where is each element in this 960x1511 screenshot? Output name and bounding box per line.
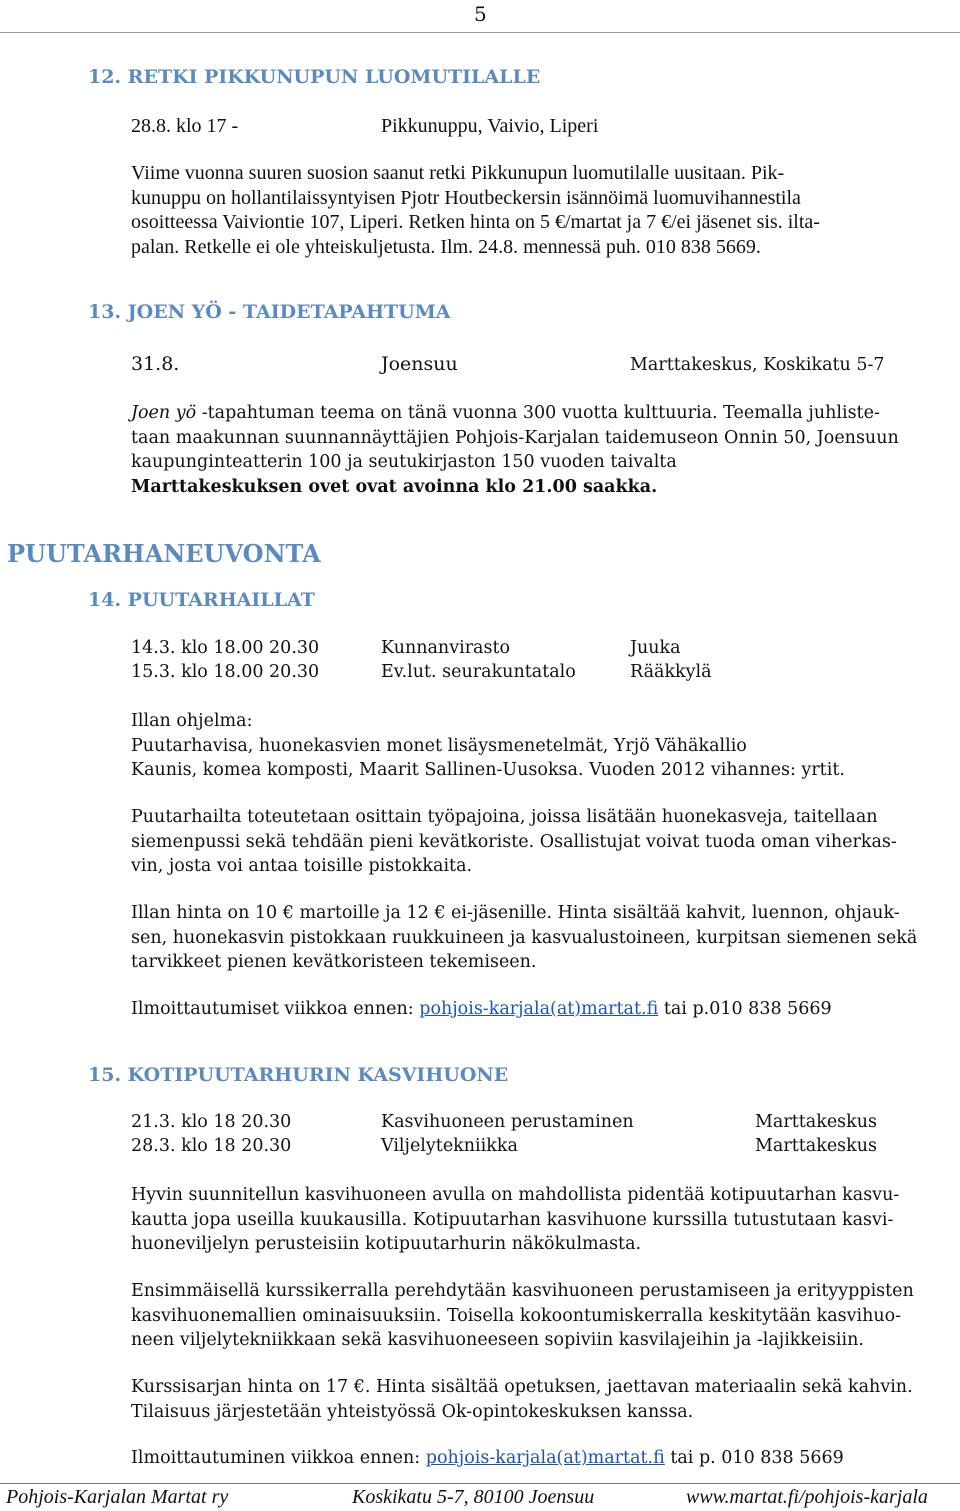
s13-date: 31.8. — [131, 353, 180, 375]
header-rule — [0, 32, 960, 33]
s13-line: taan maakunnan suunnannäyttäjien Pohjois-Karjalan taidemuseon Onnin 50, Joensuun — [131, 427, 899, 448]
s15-p1-line: Hyvin suunnitellun kasvihuoneen avulla on mahdollista pidentää kotipuutarhan kasvu- — [131, 1185, 900, 1205]
joen-yo-italic: Joen yö — [131, 403, 197, 423]
email-link[interactable]: pohjois-karjala(at)martat.fi — [425, 1448, 665, 1468]
s15-row-place: Marttakeskus — [755, 1112, 878, 1132]
s13-open-hours: Marttakeskuksen ovet ovat avoinna klo 21.00 saakka. — [131, 476, 658, 497]
s12-date: 28.8. klo 17 - — [131, 115, 239, 137]
s12-description — [131, 161, 953, 259]
s15-row-time: 28.3. klo 18 20.30 — [131, 1136, 292, 1156]
s14-work-line: Puutarhailta toteutetaan osittain työpajoina, joissa lisätään huonekasveja, taitellaan — [131, 807, 878, 827]
s14-price — [131, 901, 953, 975]
s14-program — [131, 709, 953, 783]
s14-signup-prefix: Ilmoittautumiset viikkoa ennen: — [131, 999, 420, 1019]
s13-place: Marttakeskus, Koskikatu 5-7 — [630, 355, 885, 375]
s15-paragraph-1 — [131, 1183, 953, 1257]
s15-signup-suffix: tai p. 010 838 5669 — [664, 1448, 844, 1468]
s14-row-time: 14.3. klo 18.00 20.30 — [131, 638, 320, 658]
s15-p1-line: huoneviljelyn perusteisiin kotipuutarhurin näkökulmasta. — [131, 1234, 642, 1254]
s14-work-line: vin, josta voi antaa toisille pistokkaita. — [131, 856, 473, 876]
s15-paragraph-3 — [131, 1375, 953, 1424]
footer-rule — [0, 1483, 960, 1484]
s14-price-line: sen, huonekasvin pistokkaan ruukkuineen ja kasvualustoineen, kurpitsan siemenen sekä — [131, 927, 918, 948]
s13-city: Joensuu — [381, 353, 458, 375]
s13-line: kaupunginteatterin 100 ja seutukirjaston 150 vuoden taivalta — [131, 452, 677, 472]
s12-place: Pikkunuppu, Vaivio, Liperi — [381, 115, 599, 137]
s15-row-place: Marttakeskus — [755, 1136, 878, 1156]
s14-signup-suffix: tai p.010 838 5669 — [658, 999, 832, 1019]
s12-line: Viime vuonna suuren suosion saanut retki Pikkunupun luomutilalle uusitaan. Pik- — [131, 162, 785, 184]
s15-p3-line: Kurssisarjan hinta on 17 €. Hinta sisältää opetuksen, jaettavan materiaalin sekä kahvin. — [131, 1377, 913, 1397]
s15-p2-line: kasvihuonemallien ominaisuuksiin. Toisella kokoontumiskerralla keskitytään kasvihuo- — [131, 1305, 902, 1326]
s14-workshop — [131, 805, 953, 879]
section-14-title: 14. PUUTARHAILLAT — [88, 589, 315, 611]
s13-description — [131, 401, 953, 499]
s14-row-city: Juuka — [630, 638, 681, 658]
s14-price-line: tarvikkeet pienen kevätkoristeen tekemiseen. — [131, 952, 537, 972]
s14-signup — [131, 997, 953, 1022]
s15-signup-prefix: Ilmoittautuminen viikkoa ennen: — [131, 1448, 426, 1468]
s14-price-line: Illan hinta on 10 € martoille ja 12 € ei-jäsenille. Hinta sisältää kahvit, luennon, ohjauk- — [131, 903, 900, 923]
s12-line: osoitteessa Vaiviontie 107, Liperi. Retken hinta on 5 €/martat ja 7 €/ei jäsenet sis. ilta- — [131, 211, 820, 233]
s15-row-time: 21.3. klo 18 20.30 — [131, 1112, 292, 1132]
section-15-title: 15. KOTIPUUTARHURIN KASVIHUONE — [88, 1064, 509, 1086]
s15-signup-line — [131, 1446, 953, 1471]
s15-p1-line: kautta jopa useilla kuukausilla. Kotipuutarhan kasvihuone kurssilla tutustutaan kasvi- — [131, 1209, 894, 1230]
s14-signup-line — [131, 997, 953, 1022]
s15-p2-line: Ensimmäisellä kurssikerralla perehdytään kasvihuoneen perustamiseen ja erityyppisten — [131, 1281, 914, 1301]
s12-line: palan. Retkelle ei ole yhteiskuljetusta. Ilm. 24.8. mennessä puh. 010 838 5669. — [131, 235, 761, 258]
s15-p2-line: neen viljelytekniikkaan sekä kasvihuoneeseen sopiviin kasvilajeihin ja -lajikkeisiin. — [131, 1330, 864, 1350]
s14-program-line: Puutarhavisa, huonekasvien monet lisäysmenetelmät, Yrjö Vähäkallio — [131, 735, 747, 756]
s15-paragraph-2 — [131, 1279, 953, 1353]
s15-row-topic: Kasvihuoneen perustaminen — [381, 1112, 634, 1132]
footer-organization: Pohjois-Karjalan Martat ry — [6, 1486, 229, 1508]
s12-line: kunuppu on hollantilaissyntyisen Pjotr Houtbeckersin isännöimä luomuvihannestila — [131, 186, 801, 209]
page-number: 5 — [474, 2, 487, 26]
s14-row-city: Rääkkylä — [630, 662, 712, 682]
s14-row-venue: Ev.lut. seurakuntatalo — [381, 662, 576, 682]
email-link[interactable]: pohjois-karjala(at)martat.fi — [419, 999, 659, 1019]
puutarhaneuvonta-heading: PUUTARHANEUVONTA — [7, 539, 321, 568]
s14-work-line: siemenpussi sekä tehdään pieni kevätkoriste. Osallistujat voivat tuoda oman viherkas- — [131, 831, 897, 852]
s15-row-topic: Viljelytekniikka — [381, 1136, 518, 1156]
footer-address: Koskikatu 5-7, 80100 Joensuu — [352, 1486, 595, 1508]
s14-program-line: Illan ohjelma: — [131, 711, 253, 731]
s15-signup — [131, 1446, 953, 1471]
section-13-title: 13. JOEN YÖ - TAIDETAPAHTUMA — [88, 301, 451, 323]
s13-line1-rest: -tapahtuman teema on tänä vuonna 300 vuotta kulttuuria. Teemalla juhliste- — [196, 403, 880, 423]
s13-line — [131, 401, 953, 426]
footer-website: www.martat.fi/pohjois-karjala — [686, 1486, 928, 1508]
s14-row-time: 15.3. klo 18.00 20.30 — [131, 662, 320, 682]
section-12-title: 12. RETKI PIKKUNUPUN LUOMUTILALLE — [88, 66, 541, 88]
s14-program-line: Kaunis, komea komposti, Maarit Sallinen-Uusoksa. Vuoden 2012 vihannes: yrtit. — [131, 760, 845, 780]
s15-p3-line: Tilaisuus järjestetään yhteistyössä Ok-opintokeskuksen kanssa. — [131, 1401, 694, 1422]
s14-row-venue: Kunnanvirasto — [381, 638, 511, 658]
